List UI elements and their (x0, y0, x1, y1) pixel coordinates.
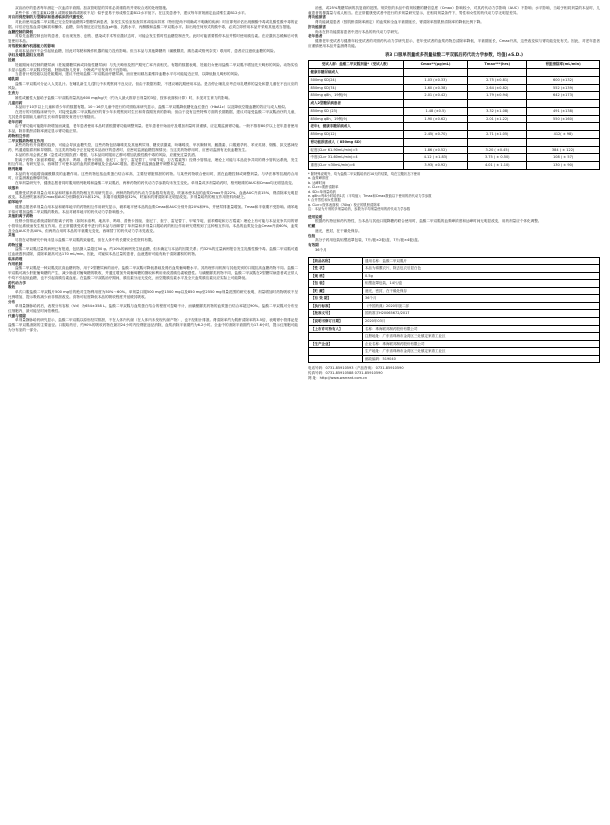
cell-value: 2.71 (±1.05) (468, 131, 527, 139)
right-top-paragraphs (308, 6, 600, 49)
info-row (309, 341, 599, 349)
info-row (309, 280, 599, 288)
right-top-paragraph: 治愈，或25%集糖尿病的抗复衰的范围。剂效依的未品中将剂较糖的糖信息度（Cmax）影响较小，对其药代动力学影响（AUC）不影响；水平影响，当给予相同剂量的本品时，儿童患者的暴露量与成人相当。在正常健康受试者中进行的多剂量研究显示，在相同剂量条件下，男性和女性的药代动力学无明显差异。 (308, 6, 600, 15)
left-heading: 药物相互作用 (8, 133, 30, 138)
left-paragraph: 单次口服盐酸二甲双胍片500 mg后的绝对生物利用度为50%～60%。单剂量口服500 mg至1500 mg以及850 mg至2550 mg剂量范围的研究表明，剂量增加时药物吸收不呈比例增加，提示吸收减少而非排泄改变。食物可轻度降低本品的吸收程度并延缓其吸收。 (8, 290, 298, 299)
info-value: 通用名称：盐酸二甲双胍片 (365, 258, 407, 263)
cell-value: 4.01 ( ± 1.10) (468, 162, 527, 170)
cell-population: 850mg q8h，19例(9) (309, 115, 404, 123)
cell-value (403, 69, 467, 77)
cell-value: 3.75 ( ± 0.50) (468, 154, 527, 162)
website-label: 网 址： (308, 376, 320, 381)
cell-value: 1.60 (±0.38) (403, 84, 467, 92)
info-value: 2020年03月 (365, 318, 386, 323)
left-heading: 硝苯地平 (8, 200, 23, 205)
info-row (309, 318, 599, 326)
cell-value: 491 (±138) (527, 107, 600, 115)
cell-value: 130 ( ± 90) (527, 162, 600, 170)
info-value: 0.5g (365, 273, 373, 278)
col-header-renal-clearance: 肾脏清除率(mL/min) (527, 61, 600, 69)
info-row (309, 265, 599, 273)
cell-population: 重度(CLcr <30mL/min)=6 (309, 162, 404, 170)
cell-value: 2.01 (±0.42) (403, 92, 467, 100)
right-top-heading: 肝功能损害 (308, 24, 326, 29)
left-text-column (8, 6, 298, 333)
left-heading: 生育力 (8, 91, 19, 96)
cell-population: 成人2型糖尿病患者 (309, 100, 404, 108)
info-value: 铝塑泡罩包装，14片/盒 (365, 281, 403, 286)
cell-population: 500mg SD(24) (309, 76, 404, 84)
info-key: 【上市许可持有人】 (309, 326, 363, 333)
cell-value: 600 (±132) (527, 76, 600, 84)
pk-table (308, 60, 600, 170)
table-row (309, 76, 600, 84)
left-paragraph: 妊娠期间未控制的糖尿病（妊娠期糖尿病或持续性糖尿病）与先天畸形及围产期死亡率升高相关。有限的数据表明，妊娠妇女使用盐酸二甲双胍不增加先天畸形的风险。动物实验未显示盐酸二甲双胍对妊娠、胚胎或胎儿发育、分娩或产后发育有不良影响。 (8, 62, 298, 72)
right-top-heading: 老年患者 (308, 34, 323, 39)
info-row (309, 333, 599, 341)
info-key: 【有 效 期】 (309, 295, 363, 302)
cell-value (403, 123, 467, 131)
left-heading: 代谢与消除 (8, 313, 26, 318)
cell-value (527, 100, 600, 108)
left-heading: 对驾驶和操作机器能力的影响 (8, 43, 55, 48)
cell-value: 3.32 (±1.08) (468, 107, 527, 115)
cell-value (468, 138, 527, 146)
table-row (309, 92, 600, 100)
table-footnote: e. q8h=每8小时给药1次（平均值）；Tmax和Cmax数值以下使用的药代动力学参数 (308, 193, 432, 198)
info-row (309, 348, 599, 356)
cell-population: 850mg SD(74) (309, 84, 404, 92)
product-info-box (308, 257, 600, 364)
right-bottom-paragraph: 36个月 (315, 247, 327, 252)
left-paragraph: 由于肾功能可能随年龄增加而减退，老年患者使用本品时需根据肾功能调整剂量。老年患者开始治疗及增加剂量时须谨慎，应定期监测肾功能。一般不推荐80岁以上老年患者使用本品，除非肌酐清除率测定显示肾功能正常。 (8, 124, 298, 134)
table-footnote: * 除特殊说明外，均为盐酸二甲双胍给药后10天的结果，均在空腹状态下使用 (308, 171, 421, 176)
left-paragraph: 当患者计划妊娠以及妊娠期间，建议不使用盐酸二甲双胍治疗糖尿病，而应使用胰岛素维持血糖水平尽可能接近正常，以降低胎儿畸形的风险。 (15, 72, 242, 77)
table-row (309, 123, 600, 131)
cell-value (468, 69, 527, 77)
cell-value: 1.48 (±0.5) (403, 107, 467, 115)
left-heading: 血糖控制的降低 (8, 29, 34, 34)
cell-population: 850mg SD (23) (309, 107, 404, 115)
cell-population: 健康非糖尿病成人 (309, 69, 404, 77)
left-heading: 哺乳期 (8, 77, 19, 82)
left-heading: 作用机制 (8, 261, 23, 266)
cell-population: 850mg q8h，19例(9) (309, 92, 404, 100)
phone-label: 电话号码： (308, 366, 326, 371)
cell-value: 552 (±139) (527, 84, 600, 92)
info-key (309, 348, 363, 355)
table-row (309, 84, 600, 92)
table-row (309, 162, 600, 170)
left-paragraph: 双盲治疗的患者每年测定一次血清半衰期。加双管明显的异常必须谨将药并采取合适的处理措施。 (15, 6, 170, 10)
right-top-heading: 肾功能损害 (308, 15, 326, 20)
info-value: 企业名称：珠海联邦制药股份有限公司 (365, 341, 425, 346)
right-bottom-heading: 包装 (308, 233, 316, 238)
info-value: 注册地址：广东省珠海市金湾区三灶镇定家湾工业区 (365, 334, 446, 339)
cell-value: 2.45( ±0.70) (403, 131, 467, 139)
cell-value (527, 138, 600, 146)
cell-value: 1.79 (±0.94) (468, 92, 527, 100)
info-row (309, 326, 599, 334)
table-footnote: 注：本品为片剂的多剂量给药，参数为平均剂量使用的药代动力学参数 (308, 207, 411, 212)
left-heading: 二甲双胍药物相互作用 (8, 138, 44, 143)
cell-value: 4.12 ( ±1.83) (403, 154, 467, 162)
table-row (309, 69, 600, 77)
info-value: 36个月 (365, 296, 377, 301)
pk-table-title: 表3 口服单剂量或多剂量盐酸二甲双胍后药代动力学参数，均值(±S.D.) (385, 52, 523, 58)
col-header-population: 受试人群：盐酸二甲双胍剂量*（受试人数） (309, 61, 404, 69)
table-row (309, 138, 600, 146)
table-header-row (309, 61, 600, 69)
cell-value: 550 (±160) (527, 115, 600, 123)
phone-value: 0731-85910593（产品咨询） 0731-85910590 (325, 366, 404, 371)
cell-value: 412( ± 98) (527, 131, 600, 139)
right-bottom-paragraph: 遮光，密封，在干燥处保存。 (315, 228, 362, 233)
cell-value (403, 138, 467, 146)
left-paragraph: 本品的作用会被乙醇（急性或长期饮酒）增强，与本品同时服用乙醇可增加乳酸性酸中毒的风险，应避免过量饮酒。 (15, 152, 199, 157)
table-row (309, 107, 600, 115)
left-paragraph: 盐酸二甲双胍是一种双胍类抗高血糖药物，用于2型糖尿病的治疗。盐酸二甲双胍可降低基础及餐后血浆葡萄糖水平。其药理作用机制与其他类别的口服抗高血糖药物不同。盐酸二甲双胍可减少肝脏葡萄糖的产生，减少肠道对葡萄糖的吸收，并通过增加外周葡萄糖的摄取和利用来改善胰岛素敏感性。与磺酰脲类药物不同，盐酸二甲双胍在2型糖尿病患者或正常人中均不引起低血糖，也不引起高胰岛素血症。在盐酸二甲双胍治疗期间，胰岛素分泌无变化，而空腹胰岛素水平及全天血浆胰岛素反应实际上可能降低。 (8, 266, 298, 280)
left-paragraph: 尽管在动物研究中尚未显示盐酸二甲双胍的致癌性，但在人体中的长期安全性资料有限。 (15, 237, 156, 242)
left-paragraph: 单用本品治疗不会引起低血糖，因此对驾驶和操作机器的能力没有影响。但当本品与其他降糖药（磺酰脲类、胰岛素或格列奈类）联用时，患者应注意低血糖的风险。 (15, 48, 278, 53)
left-heading: 格列吡嗪 (8, 166, 23, 171)
left-heading: 药物过量 (8, 242, 23, 247)
info-key (309, 333, 363, 340)
right-bottom-paragraph: 高分子药用包装铝塑泡罩包装，7片/板×2板/盒、7片/板×4板/盒。 (315, 238, 422, 243)
info-key: 【性 状】 (309, 265, 363, 272)
table-footnote: f. 合并男性和女性数据 (308, 198, 341, 203)
cell-population: 老年†，健康非糖尿病成人 (309, 123, 404, 131)
contact-block (308, 366, 600, 381)
left-heading: 呋塞米 (8, 185, 19, 190)
cell-value: 3.20 ( ±0.45) (468, 146, 527, 154)
info-key: 【批准文号】 (309, 310, 363, 317)
right-bottom-heading: 有效期 (308, 243, 319, 248)
left-paragraph: 单剂量静脉给药研究显示，盐酸二甲双胍以原形经尿排泄，不在人体内代谢（在人体内未发现代谢产物），也不经胆汁排泄。肾清除率约为肌酐清除率的3.5倍，表明肾小管排泌是盐酸二甲双胍消除的主要途径。口服给药后，约90%的吸收药物在最初24小时内经肾脏途径消除，血浆消除半衰期约为6.2小时。全血中的消除半衰期约为17.6小时，提示红细胞可能为分布室的一部分。 (8, 318, 298, 332)
left-paragraph: 盐酸二甲双胍可分泌入人类乳汁。在哺乳新生儿/婴儿中未观察到不良反应。但由于数据有限，不建议哺乳期使用本品。是否停止哺乳应考虑母乳喂养的益处和婴儿潜在不良反应的风险。 (8, 81, 298, 91)
info-value: 遮光，密封，在干燥处保存 (365, 288, 407, 293)
left-heading: 对自用到控制的力型降尿和患者临床的代谢变化 (8, 15, 84, 20)
left-paragraph: 经肾小管排泌系统清除的阳离子药物（如阿米洛利、地高辛、吗啡、普鲁卡因胺、奎尼丁、奎宁、雷尼替丁、甲氧苄啶、氨苯蝶啶和万古霉素）理论上有可能与本品竞争共同的肾小管转运系统而发生相互作用。在正常健康受试者中进行的本品与西咪替丁单剂量和多剂量口服给药的相互作用研究观察到了这种相互作用。本品的血浆及全血Cmax升高60%，血浆及全血AUC升高40%，但两药合用时本品的半衰期无变化，西咪替丁的药代动力学未见改变。 (8, 219, 298, 233)
cell-value (403, 100, 467, 108)
col-header-tmax: Tmax***(hrs) (468, 61, 527, 69)
table-footnote: a. 血浆峰浓度 (308, 176, 329, 181)
cell-value (527, 69, 600, 77)
info-row (309, 356, 599, 363)
left-paragraph: 在单剂量研究中，健康志愿者同时服用格列吡嗪和盐酸二甲双胍后，两种药物的药代动力学参数均未发生变化。单剂量或多剂量给药时，格列吡嗪的AUC和Cmax均无明显改变。 (15, 181, 296, 186)
left-paragraph: 对此前使用盐酸二甲双胍已完全控制血糖的2型糖尿病患者，如发生实验室检查异常或临床异常（特别是尚不明确或不明确的疾病）时应即刻评估出现酮酸中毒或乳酸性酸中毒的证据。评估应包括血清电解质和酮体、血糖，如有指征还应包括血pH值、乳酸水平、丙酮酸和盐酸二甲双胍水平。如出现任何形式的酸中毒，必须立即停用本品并采取其他适当措施。 (8, 20, 298, 29)
table-footnote: c. CLcr=肌酐清除率 (308, 185, 339, 190)
left-heading: 分布 (8, 299, 16, 304)
cell-population: 肾功能损害成人（ 850mg SD） (309, 138, 404, 146)
left-paragraph: 在进行的对照临床研究中，对接受盐酸二甲双胍治疗的青少年未观察到对生长和青春期发育的影响；但由于没有这些特殊方面的长期数据，建议对接受盐酸二甲双胍治疗的儿童，尤其是青春期前儿童的生长和青春期发育进行仔细随访。 (8, 110, 298, 119)
left-heading: 孕妇及哺乳期妇女用药 (8, 53, 44, 58)
table-row (309, 100, 600, 108)
info-row (309, 295, 599, 303)
table-footnote: b. 达峰时间 (308, 180, 326, 185)
info-value: 名称：珠海联邦制药股份有限公司 (365, 326, 418, 331)
left-paragraph: 单剂量静脉给药后，表观分布容积（Vd）为654±358 L。盐酸二甲双胍与血浆蛋白结合的程度可忽略不计，而磺酰脲类药物的血浆蛋白结合率超过90%。盐酸二甲双胍可分布至红细胞内，最可能呈时间依赖性。 (8, 304, 298, 313)
table-footnote: g. CLcr=按体表面积（70kg）校正的肌酐清除率 (308, 202, 380, 207)
table-row (309, 131, 600, 139)
cell-population: 中度(CLcr 31-60mL/min)=4 (309, 154, 404, 162)
left-paragraph: 对原先血糖控制良好的患者，若出现发热、创伤、感染或手术等应激状态时，可能会发生暂时性血糖控制丧失。此时可能需要暂停本品并暂时使用胰岛素。在应激状态缓解后可恢复使用本品。 (8, 34, 298, 44)
cell-value: 1.90 (±0.62) (403, 115, 467, 123)
cell-value: 1.03 (±0.33) (403, 76, 467, 84)
left-paragraph: 雄性或雌性大鼠给予盐酸二甲双胍剂量高达600 mg/kg/天（约为人最大推荐日剂量的3倍，按体表面积计算）时，未见对生育力的影响。 (15, 95, 232, 100)
left-heading: 临床药理 (8, 256, 23, 261)
right-bottom-paragraph: 根据药代特征和药代特性，当本品与其他口服降糖药联合使用时，盐酸二甲双胍的血浆峰浓度和达峰时间无明显改变，用药剂量应个体化调整。 (315, 219, 542, 224)
left-paragraph: 某些药物有升高糖的趋势，可能会导致血糖失控，这些药物包括噻嗪类及其他利尿剂、糖皮质激素、吩噻嗪类、甲状腺制剂、雌激素、口服避孕药、苯妥英钠、烟酸、拟交感神经药、钙通道阻滞剂和异烟肼。当这类药物给予正在接受本品治疗的患者时，应密切监测血糖控制情况；当这类药物停用时，应密切监测有无低血糖发生。 (8, 143, 298, 153)
left-paragraph: 阳离子药物（如氨苯蝶啶、地高辛、吗啡、普鲁卡因胺、奎尼丁、奎宁、雷尼替丁、甲氧苄啶、万古霉素等）经肾小管排泌，理论上可能与本品竞争共同的肾小管转运系统，发生相互作用。有研究显示，西咪替丁可使本品的血药浓度峰值及全血AUC增加。建议密切监测血糖并调整本品剂量。 (8, 157, 298, 167)
info-key: 【规 格】 (309, 273, 363, 280)
left-paragraph: 本品的有可能增高磺酰脲类的血糖作用。这些药物包括血浆蛋白结合率高、主要经肾脏排泄的药物。与某些药物联合使用时，需在血糖控制或调整剂量。与华法林等抗凝药合用时，应监测凝血酶原时间。 (8, 171, 298, 181)
left-paragraph: 健康志愿者单剂量合用本品和硝苯地平的药物相互作用研究显示，硝苯地平使本品的血浆Cmax和AUC分别升高20%和9%，并使尿排泄量增加。Tmax和半衰期不受影响。硝苯地平似可增加盐酸二甲双胍的吸收。本品对硝苯地平的药代动力学影响极小。 (8, 204, 298, 214)
left-heading: 药代动力学 (8, 280, 26, 285)
info-value: 生产地址：广东省珠海市金湾区三灶镇定家湾工业区 (365, 349, 446, 354)
info-row (309, 288, 599, 296)
info-key: 【执行标准】 (309, 303, 363, 310)
right-bottom-heading: 使用说明 (308, 214, 323, 219)
left-heading: 儿童用药 (8, 100, 23, 105)
col-header-cmax: Cmax**(μg/mL) (403, 61, 467, 69)
cell-population: 850mg SD(12) (309, 131, 404, 139)
cell-value (468, 123, 527, 131)
right-top-paragraph: 肾功能减退患者（按肌酐清除率测定）的血浆和全血半衰期延长，肾清除率按肌酐清除率的降低比例下降。 (315, 20, 484, 25)
table-row (309, 115, 600, 123)
cell-value: 642 (±173) (527, 92, 600, 100)
left-paragraph: 盐酸二甲双胍过量的病例已有报道，包括摄入量超过50 g。约10%的病例发生低血糖，但未确定与本品的因果关系；约32%的过量病例报告发生乳酸性酸中毒。盐酸二甲双胍可通过血液透析清除，清除率最高可达170 mL/min。因此，对疑似本品过量的患者，血液透析可能有助于清除蓄积的药物。 (8, 247, 298, 257)
right-text-column (308, 6, 600, 381)
pk-table-footnotes (308, 172, 600, 212)
left-heading: 其他 (8, 233, 16, 238)
cell-value (527, 123, 600, 131)
left-heading: 吸收 (8, 285, 16, 290)
cell-population: 轻度(CLcr 61-90mL/min)=5 (309, 146, 404, 154)
left-paragraph: 本品用于10岁以上儿童和青少年的数据有限。10～16岁儿童中进行的对照临床研究显示，盐酸二甲双胍降低糖化血红蛋白（HbA1c）以及降低空腹血糖的效应与成人相似。 (15, 105, 289, 110)
cell-value: 384 ( ± 122) (527, 146, 600, 154)
right-bottom-heading: 贮藏 (308, 224, 316, 229)
left-heading: 其他阳离子药物 (8, 214, 34, 219)
left-heading: 老年用药 (8, 119, 23, 124)
cell-value: 2.01 (±1.22) (468, 115, 527, 123)
cell-value: 1.86 (±0.52) (403, 146, 467, 154)
info-value: 国药准字H20065672/2017 (365, 311, 410, 316)
table-row (309, 146, 600, 154)
info-key: 【包 装】 (309, 280, 363, 287)
info-key: 【生产企业】 (309, 341, 363, 348)
website-value[interactable]: http://www.warrant.com.cn (319, 376, 368, 381)
left-heading: 妊娠 (8, 58, 16, 63)
right-top-paragraph: 健康老年受试者与健康年轻受试者的对照药代动力学研究显示，老年受试者的血浆药物总清除率降低，半衰期延长，Cmax升高，这些改变似与肾功能变化有关。因此，对老年患者应谨慎使用本品并监测肾功能。 (308, 39, 600, 48)
info-key: 【说明书修订日期】 (309, 318, 363, 325)
fax-value: 0731-85910588 0731-85910590 (325, 371, 383, 376)
cell-value: 3.93( ±0.92) (403, 162, 467, 170)
fax-label: 传真号码： (308, 371, 326, 376)
info-row (309, 303, 599, 311)
table-row (309, 154, 600, 162)
cell-value: 108 ( ± 57) (527, 154, 600, 162)
cell-value: 2.75 (±0.81) (468, 76, 527, 84)
right-top-paragraph: 尚未在肝功能损害患者中进行本品的药代动力学研究。 (315, 29, 402, 34)
info-row (309, 273, 599, 281)
info-value: 本品为薄膜衣片，除去包衣后显白色 (365, 266, 421, 271)
left-paragraph: 健康受试者单剂量合用本品和呋塞米的药物相互作用研究显示，两种药物的药代动力学参数均有改变。呋塞米使本品的血浆Cmax升高22%，血液AUC升高15%，肾清除率无明显改变。本品使呋塞米的Cmax和AUC分别降低31%和12%，末端半衰期降低32%，呋塞米的肾清除率无明显改变。多剂量给药的相互作用资料尚缺乏。 (8, 190, 298, 200)
left-paragraph: 某些个体（维生素B12摄入或吸收障碍或吸收不足）似乎更易于形成维生素B12水平低下。在这类患者中，建议每年常规测定血清维生素B12水平。 (15, 10, 249, 15)
info-value: 邮政编码：519040 (365, 356, 396, 361)
cell-value: 2.64 (±0.82) (468, 84, 527, 92)
right-bottom-paragraphs (308, 215, 600, 253)
info-value: 《中国药典》2020年版二部 (365, 303, 409, 308)
cell-value (468, 100, 527, 108)
info-row (309, 310, 599, 318)
info-key: 【药品名称】 (309, 258, 363, 265)
info-row (309, 258, 599, 266)
info-key (309, 356, 363, 363)
info-key: 【贮 藏】 (309, 288, 363, 295)
table-footnote: d. SD=单剂量给药 (308, 189, 337, 194)
